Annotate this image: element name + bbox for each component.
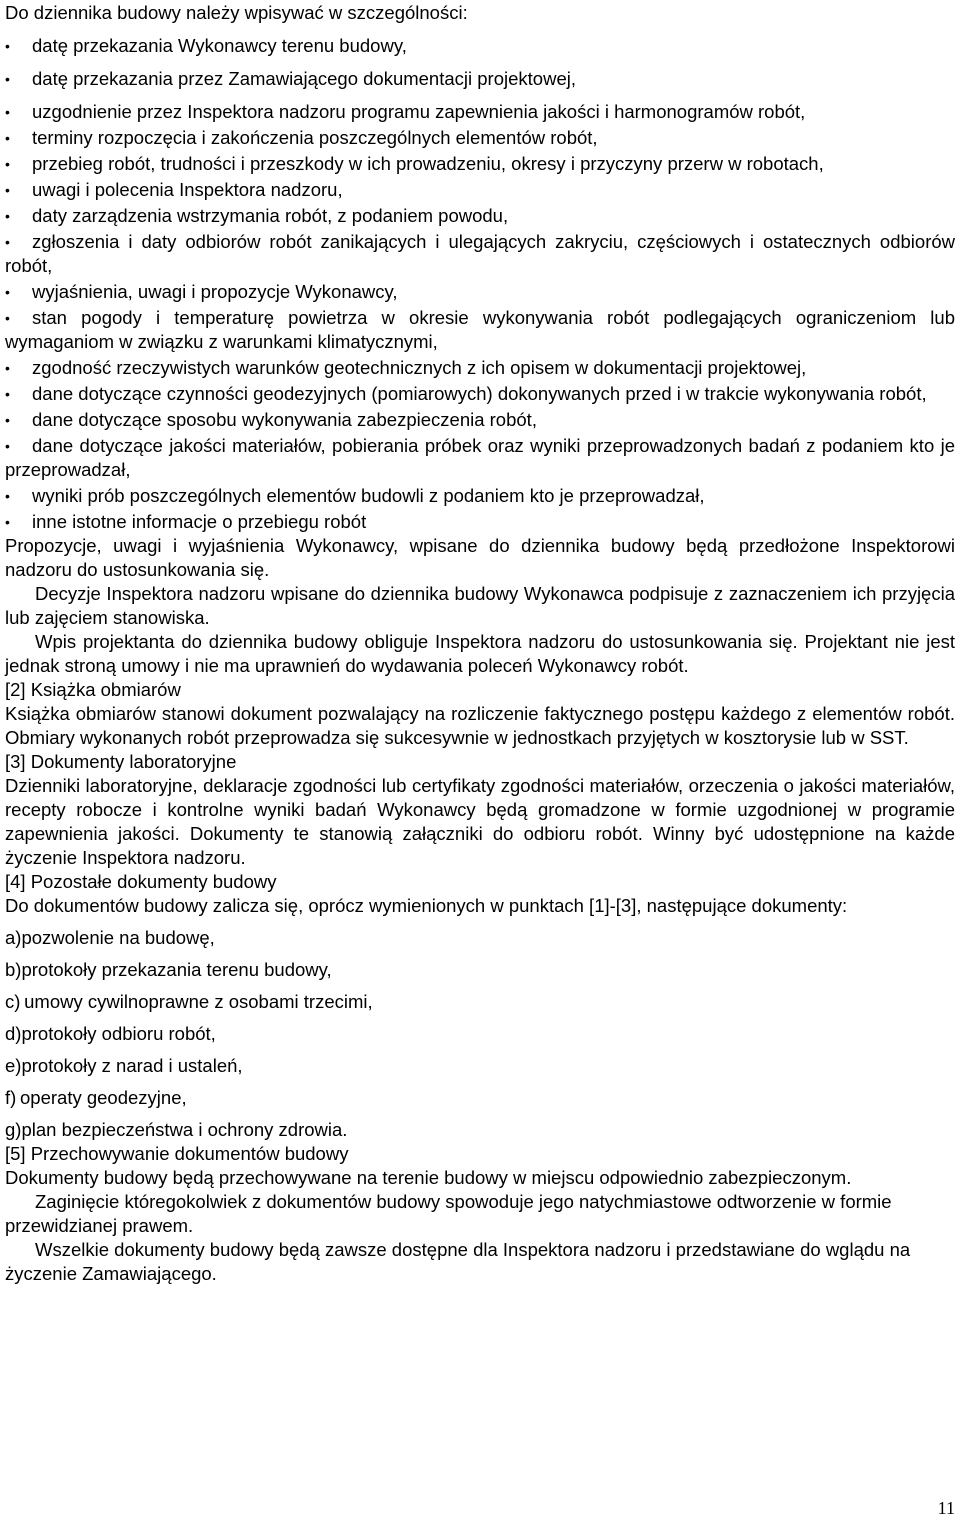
list-item: e)protokoły z narad i ustaleń, [5, 1055, 243, 1076]
section-heading-storage: [5] Przechowywanie dokumentów budowy [5, 1143, 349, 1164]
bullet-icon: • [5, 104, 10, 120]
list-item: a)pozwolenie na budowę, [5, 927, 215, 948]
loss-paragraph: Zaginięcie któregokolwiek z dokumentów budowy spowoduje jego natychmiastowe odtworzenie w formie przewidzianej prawem. [5, 1191, 892, 1236]
bullet-icon: • [5, 514, 10, 530]
list-item: • uzgodnienie przez Inspektora nadzoru programu zapewnienia jakości i harmonogramów robót, [5, 101, 806, 122]
list-item: • dane dotyczące jakości materiałów, pobierania próbek oraz wyniki przeprowadzonych badań z podaniem kto je przeprowadzał, [5, 435, 955, 480]
list-item: • zgłoszenia i daty odbiorów robót zanikających i ulegających zakryciu, częściowych i ostatecznych odbiorów robót, [5, 231, 955, 276]
bullet-icon: • [5, 438, 10, 454]
intro-text: Do dziennika budowy należy wpisywać w szczególności: [5, 2, 468, 23]
list-item: • zgodność rzeczywistych warunków geotechnicznych z ich opisem w dokumentacji projektowej, [5, 357, 807, 378]
list-item: g)plan bezpieczeństwa i ochrony zdrowia. [5, 1119, 348, 1140]
lab-documents-paragraph: Dzienniki laboratoryjne, deklaracje zgodności lub certyfikaty zgodności materiałów, orzeczenia o jakości materiałów, recepty robocze i kontrolne wyniki badań Wykonawcy będą gromadzone w formie uzgodnionej w programie zapewnienia jakości. Dokumenty te stanowią załączniki do odbioru robót. Winny być udostępnione na każde życzenie Inspektora nadzoru. [5, 775, 955, 868]
bullet-icon: • [5, 360, 10, 376]
bullet-icon: • [5, 310, 10, 326]
list-item: • daty zarządzenia wstrzymania robót, z podaniem powodu, [5, 205, 509, 226]
list-item: • inne istotne informacje o przebiegu robót [5, 511, 367, 532]
designer-paragraph: Wpis projektanta do dziennika budowy obliguje Inspektora nadzoru do ustosunkowania się. Projektant nie jest jednak stroną umowy i nie ma uprawnień do wydawania poleceń Wykonawcy robót. [5, 631, 955, 676]
bullet-icon: • [5, 38, 10, 54]
list-item: d)protokoły odbioru robót, [5, 1023, 216, 1044]
list-item: • datę przekazania przez Zamawiającego dokumentacji projektowej, [5, 68, 576, 89]
list-item: • wyniki prób poszczególnych elementów budowli z podaniem kto je przeprowadzał, [5, 485, 705, 506]
bullet-icon: • [5, 130, 10, 146]
list-item: • terminy rozpoczęcia i zakończenia poszczególnych elementów robót, [5, 127, 598, 148]
section-heading-measurement-book: [2] Książka obmiarów [5, 679, 181, 700]
bullet-icon: • [5, 412, 10, 428]
bullet-icon: • [5, 234, 10, 250]
list-item: • przebieg robót, trudności i przeszkody w ich prowadzeniu, okresy i przyczyny przerw w robotach, [5, 153, 824, 174]
section-heading-lab-documents: [3] Dokumenty laboratoryjne [5, 751, 237, 772]
bullet-icon: • [5, 284, 10, 300]
bullet-icon: • [5, 182, 10, 198]
proposals-paragraph: Propozycje, uwagi i wyjaśnienia Wykonawcy, wpisane do dziennika budowy będą przedłożone Inspektorowi nadzoru do ustosunkowania się. [5, 535, 955, 580]
list-item: • dane dotyczące czynności geodezyjnych (pomiarowych) dokonywanych przed i w trakcie wykonywania robót, [5, 383, 927, 404]
storage-paragraph: Dokumenty budowy będą przechowywane na terenie budowy w miejscu odpowiednio zabezpieczonym. [5, 1167, 852, 1188]
list-item: • dane dotyczące sposobu wykonywania zabezpieczenia robót, [5, 409, 537, 430]
bullet-icon: • [5, 386, 10, 402]
bullet-icon: • [5, 71, 10, 87]
document-page [5, 1, 955, 1286]
other-documents-list [5, 926, 955, 1142]
list-item: b)protokoły przekazania terenu budowy, [5, 959, 332, 980]
bullet-icon: • [5, 208, 10, 224]
list-item: c) umowy cywilnoprawne z osobami trzecimi, [5, 991, 373, 1012]
list-item: • uwagi i polecenia Inspektora nadzoru, [5, 179, 343, 200]
section-heading-other-documents: [4] Pozostałe dokumenty budowy [5, 871, 277, 892]
list-item: f) operaty geodezyjne, [5, 1087, 187, 1108]
measurement-book-paragraph: Książka obmiarów stanowi dokument pozwalający na rozliczenie faktycznego postępu każdego z elementów robót. Obmiary wykonanych robót przeprowadza się sukcesywnie w jednostkach przyjętych w kosztorysie lub w SST. [5, 703, 955, 748]
list-item: • stan pogody i temperaturę powietrza w okresie wykonywania robót podlegających ograniczeniom lub wymaganiom w związku z warunkami klimatycznymi, [5, 307, 955, 352]
decisions-paragraph: Decyzje Inspektora nadzoru wpisane do dziennika budowy Wykonawca podpisuje z zaznaczeniem ich przyjęcia lub zajęciem stanowiska. [5, 583, 955, 628]
page-number: 11 [937, 1498, 955, 1518]
other-documents-paragraph: Do dokumentów budowy zalicza się, oprócz wymienionych w punktach [1]-[3], następujące dokumenty: [5, 895, 848, 916]
bullet-icon: • [5, 488, 10, 504]
list-item: • datę przekazania Wykonawcy terenu budowy, [5, 35, 407, 56]
bullet-icon: • [5, 156, 10, 172]
diary-entries-list [5, 34, 955, 534]
access-paragraph: Wszelkie dokumenty budowy będą zawsze dostępne dla Inspektora nadzoru i przedstawiane do wglądu na życzenie Zamawiającego. [5, 1239, 911, 1284]
list-item: • wyjaśnienia, uwagi i propozycje Wykonawcy, [5, 281, 398, 302]
